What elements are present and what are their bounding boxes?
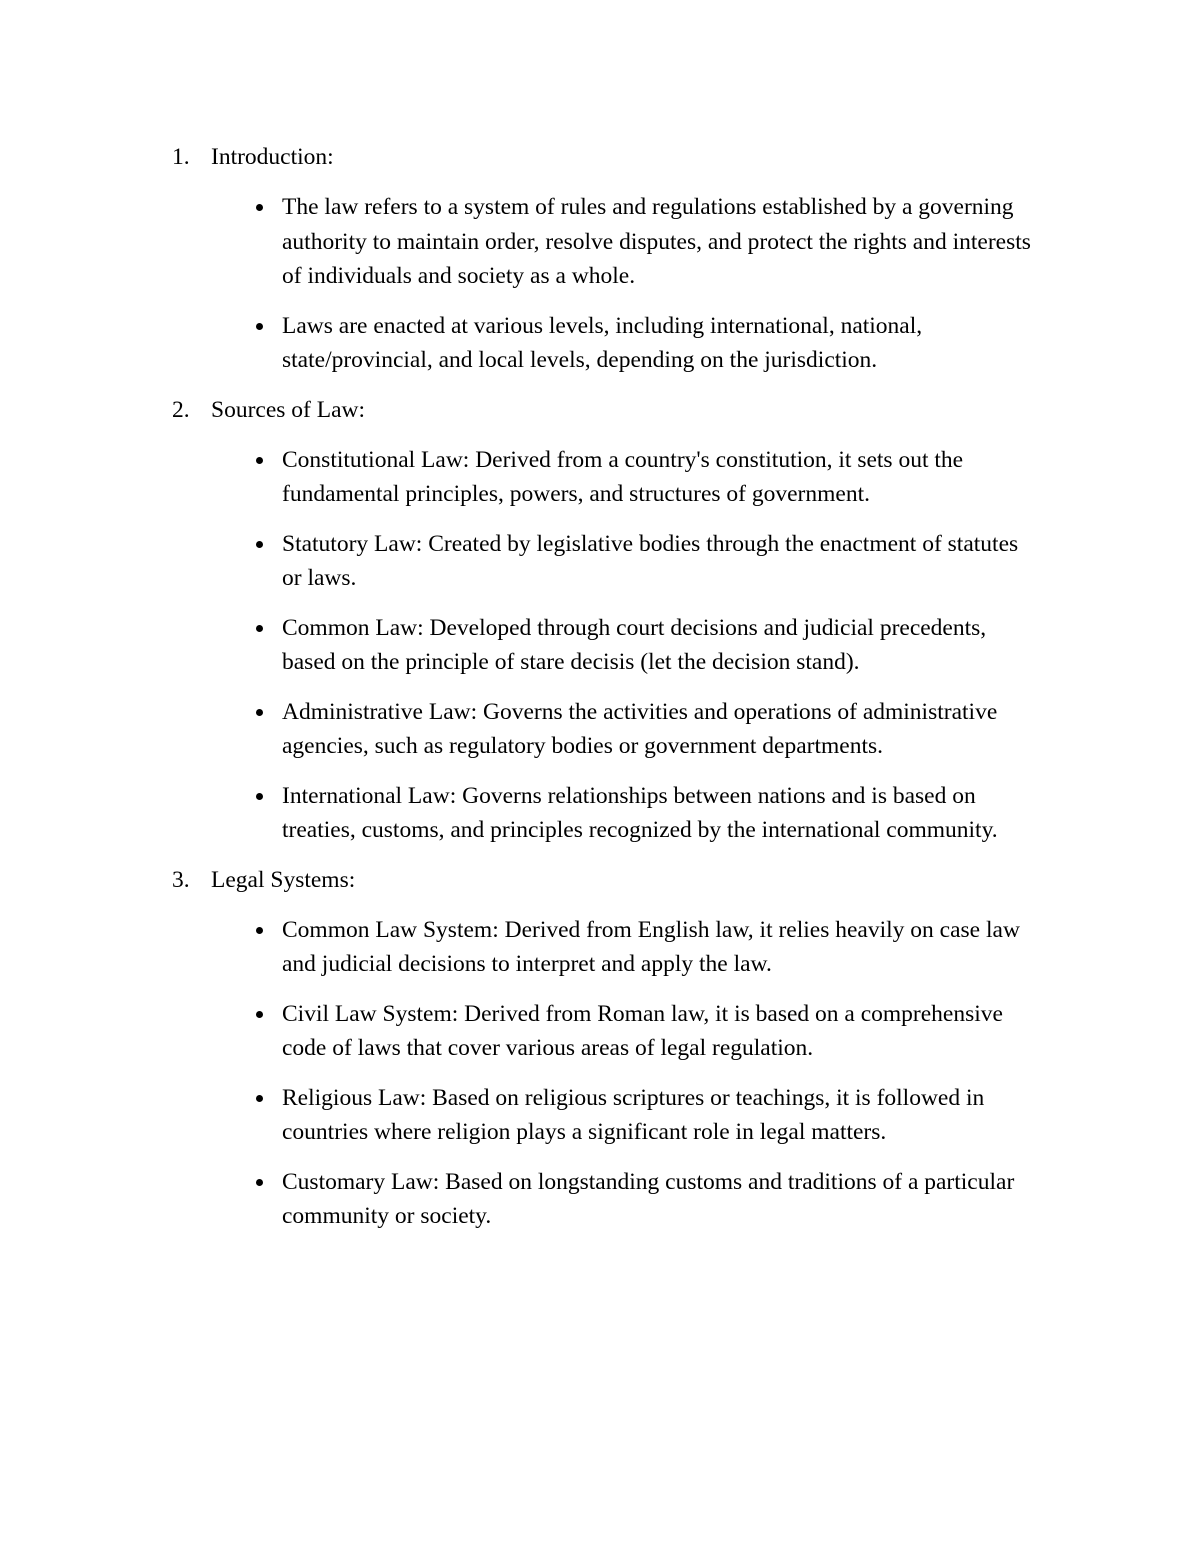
list-item <box>244 695 1042 764</box>
list-item <box>244 1081 1042 1150</box>
bullet-icon <box>256 625 263 632</box>
bullet-list <box>172 913 1072 1234</box>
list-item-text: Civil Law System: Derived from Roman law, it is based on a comprehensive code of laws that cover various areas of legal regulation. <box>282 1000 1003 1061</box>
list-item <box>244 997 1042 1066</box>
section-number: 3. <box>172 866 190 893</box>
section-number: 2. <box>172 396 190 423</box>
list-item <box>244 779 1042 848</box>
bullet-icon <box>256 709 263 716</box>
list-item-text: The law refers to a system of rules and regulations established by a governing authority to maintain order, resolve disputes, and protect the rights and interests of individuals and society as a whole. <box>282 194 1031 289</box>
section-title: Introduction: <box>211 144 334 170</box>
section-number: 1. <box>172 144 190 170</box>
list-item <box>244 913 1042 982</box>
bullet-icon <box>256 204 263 211</box>
list-item <box>244 443 1042 512</box>
section-legal-systems <box>172 863 1072 1234</box>
list-item-text: Laws are enacted at various levels, including international, national, state/provincial, and local levels, depending on the jurisdiction. <box>282 312 923 373</box>
bullet-icon <box>256 457 263 464</box>
bullet-icon <box>256 1179 263 1186</box>
section-heading <box>172 393 1072 427</box>
bullet-list <box>172 443 1072 848</box>
list-item-text: Statutory Law: Created by legislative bodies through the enactment of statutes or laws. <box>282 530 1019 591</box>
section-sources-of-law <box>172 393 1072 848</box>
section-title: Sources of Law: <box>211 396 366 423</box>
list-item <box>244 1165 1042 1234</box>
bullet-list <box>172 190 1072 378</box>
list-item <box>244 190 1042 294</box>
bullet-icon <box>256 323 263 330</box>
list-item-text: Customary Law: Based on longstanding customs and traditions of a particular community or society. <box>282 1168 1015 1229</box>
bullet-icon <box>256 927 263 934</box>
list-item-text: Common Law System: Derived from English law, it relies heavily on case law and judicial decisions to interpret and apply the law. <box>282 916 1020 977</box>
list-item-text: Common Law: Developed through court decisions and judicial precedents, based on the principle of stare decisis (let the decision stand). <box>282 614 987 675</box>
section-heading <box>172 863 1072 897</box>
section-heading <box>172 140 1072 174</box>
list-item <box>244 611 1042 680</box>
list-item-text: Religious Law: Based on religious scriptures or teachings, it is followed in countries where religion plays a significant role in legal matters. <box>282 1084 985 1145</box>
document-outline <box>172 140 1072 1249</box>
list-item-text: Constitutional Law: Derived from a country's constitution, it sets out the fundamental principles, powers, and structures of government. <box>282 446 964 507</box>
bullet-icon <box>256 793 263 800</box>
list-item-text: Administrative Law: Governs the activities and operations of administrative agencies, such as regulatory bodies or government departments. <box>282 698 998 759</box>
section-title: Legal Systems: <box>211 866 356 893</box>
list-item-text: International Law: Governs relationships between nations and is based on treaties, customs, and principles recognized by the international community. <box>282 782 998 843</box>
section-introduction <box>172 140 1072 378</box>
bullet-icon <box>256 1011 263 1018</box>
bullet-icon <box>256 541 263 548</box>
list-item <box>244 309 1042 378</box>
list-item <box>244 527 1042 596</box>
bullet-icon <box>256 1095 263 1102</box>
